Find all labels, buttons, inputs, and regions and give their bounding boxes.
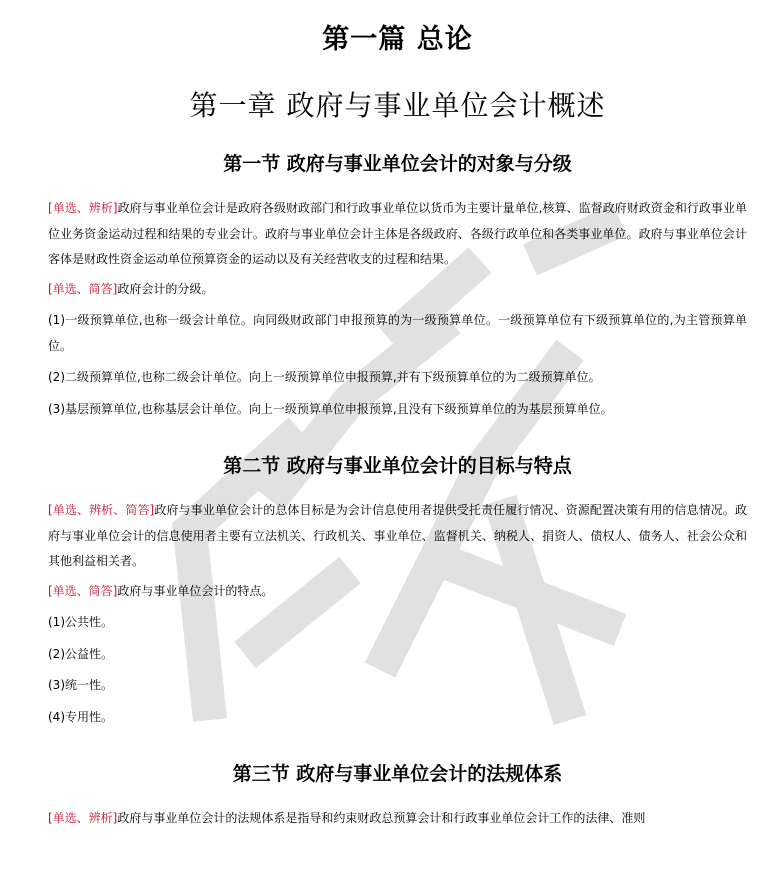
paragraph-text: 政府与事业单位会计的特点。: [117, 583, 274, 598]
paragraph-text: 政府与事业单位会计的总体目标是为会计信息使用者提供受托责任履行情况、资源配置决策有用的信息情况。政府与事业单位会计的信息使用者主要有立法机关、行政机关、事业单位、监督机关、纳税人、捐资人、债权人、债务人、社会公众和其他利益相关者。: [48, 503, 747, 568]
paragraph: [48, 806, 747, 832]
list-item: (1)公共性。: [48, 615, 113, 629]
paragraph: [48, 196, 747, 273]
chapter-title: 第一章 政府与事业单位会计概述: [189, 89, 606, 122]
list-item: (3)统一性。: [48, 678, 113, 692]
question-type-tag: [单选、辨析]: [48, 811, 118, 825]
question-type-tag: [单选、辨析、简答]: [48, 503, 155, 517]
section-title: 第三节 政府与事业单位会计的法规体系: [232, 763, 563, 785]
paragraph: [48, 579, 747, 605]
question-type-tag: [单选、简答]: [48, 281, 118, 296]
question-type-tag: [单选、简答]: [48, 583, 118, 598]
list-item: (2)二级预算单位,也称二级会计单位。向上一级预算单位申报预算,并有下级预算单位的为二级预算单位。: [48, 370, 601, 384]
list-item: (3)基层预算单位,也称基层会计单位。向上一级预算单位申报预算,且没有下级预算单位的为基层预算单位。: [48, 401, 613, 416]
paragraph: [48, 498, 747, 575]
part-title: 第一篇 总论: [322, 24, 473, 55]
paragraph: [48, 277, 747, 303]
question-type-tag: [单选、辨析]: [48, 201, 118, 215]
section-title: 第一节 政府与事业单位会计的对象与分级: [223, 153, 572, 175]
paragraph-text: 政府与事业单位会计的法规体系是指导和约束财政总预算会计和行政事业单位会计工作的法律、准则: [117, 811, 646, 825]
paragraph-text: 政府与事业单位会计是政府各级财政部门和行政事业单位以货币为主要计量单位,核算、监督政府财政资金和行政事业单位业务资金运动过程和结果的专业会计。政府与事业单位会计主体是各级政府、各级行政单位和各类事业单位。政府与事业单位会计客体是财政性资金运动单位预算资金的运动以及有关经营收支的过程和结果。: [48, 201, 747, 266]
paragraph-text: 政府会计的分级。: [117, 281, 214, 296]
list-item: (2)公益性。: [48, 646, 113, 661]
section-title: 第二节 政府与事业单位会计的目标与特点: [223, 455, 572, 477]
list-item: (1)一级预算单位,也称一级会计单位。向同级财政部门申报预算的为一级预算单位。一级预算单位有下级预算单位的,为主管预算单位。: [48, 313, 747, 353]
list-item: (4)专用性。: [48, 709, 113, 724]
